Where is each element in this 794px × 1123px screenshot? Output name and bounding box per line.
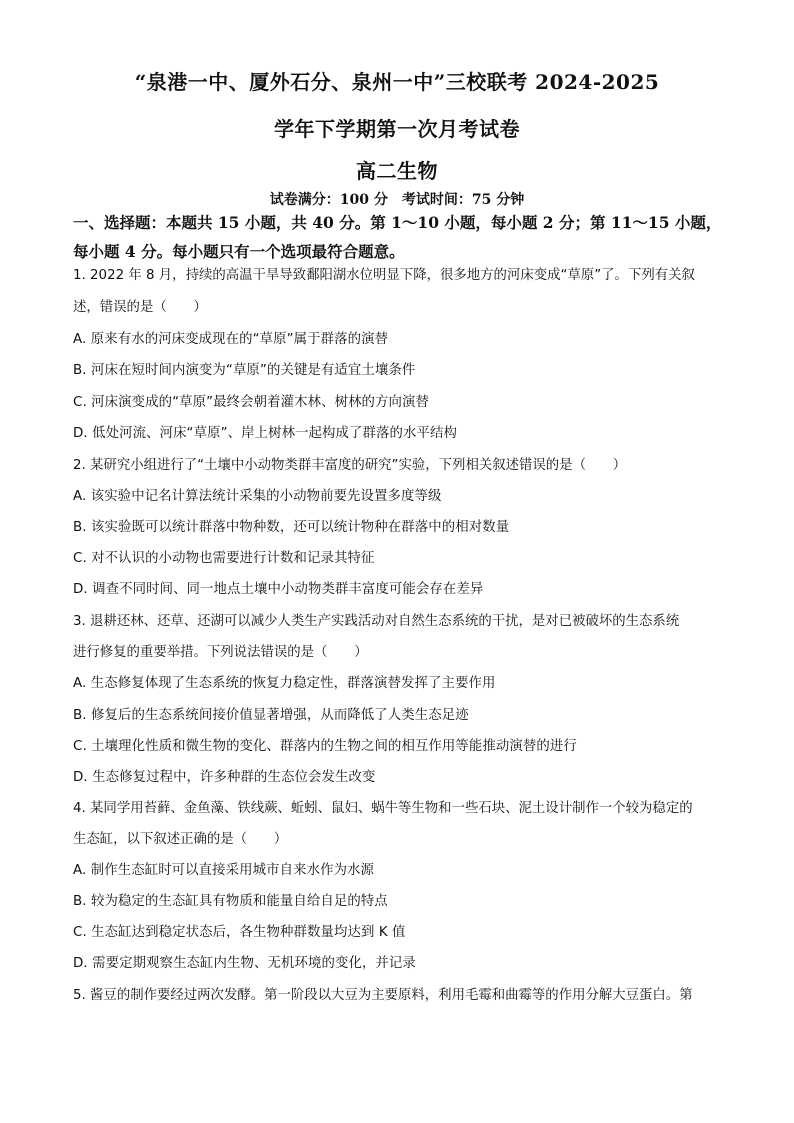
q3-option-d: D. 生态修复过程中，许多种群的生态位会发生改变 <box>73 770 376 785</box>
q3-option-c: C. 土壤理化性质和微生物的变化、群落内的生物之间的相互作用等能推动演替的进行 <box>73 739 577 754</box>
q1-stem-line-2: 述，错误的是（ ） <box>73 300 207 315</box>
q3-option-b: B. 修复后的生态系统间接价值显著增强，从而降低了人类生态足迹 <box>73 708 469 723</box>
q1-option-c: C. 河床演变成的“草原”最终会朝着灌木林、树林的方向演替 <box>73 395 430 410</box>
q3-option-a: A. 生态修复体现了生态系统的恢复力稳定性，群落演替发挥了主要作用 <box>73 676 496 691</box>
q2-option-c: C. 对不认识的小动物也需要进行计数和记录其特征 <box>73 551 375 566</box>
q4-option-c: C. 生态缸达到稳定状态后，各生物种群数量均达到 K 值 <box>73 925 406 940</box>
q4-option-a: A. 制作生态缸时可以直接采用城市自来水作为水源 <box>73 863 375 878</box>
q1-option-a: A. 原来有水的河床变成现在的“草原”属于群落的演替 <box>73 332 389 347</box>
q4-stem-line-1: 4. 某同学用苔藓、金鱼藻、铁线蕨、蚯蚓、鼠妇、蜗牛等生物和一些石块、泥土设计制作一个较为稳定的 <box>73 801 693 816</box>
q2-option-d: D. 调查不同时间、同一地点土壤中小动物类群丰富度可能会存在差异 <box>73 582 484 597</box>
q2-option-b: B. 该实验既可以统计群落中物种数，还可以统计物种在群落中的相对数量 <box>73 520 510 535</box>
q4-option-d: D. 需要定期观察生态缸内生物、无机环境的变化，并记录 <box>73 956 416 971</box>
q2-stem-line-1: 2. 某研究小组进行了“土壤中小动物类群丰富度的研究”实验，下列相关叙述错误的是（ ） <box>73 458 627 473</box>
q4-stem-line-2: 生态缸，以下叙述正确的是（ ） <box>73 832 288 847</box>
q5-stem-line-1: 5. 酱豆的制作要经过两次发酵。第一阶段以大豆为主要原料，利用毛霉和曲霉等的作用分解大豆蛋白。第 <box>73 988 693 1003</box>
q4-option-b: B. 较为稳定的生态缸具有物质和能量自给自足的特点 <box>73 894 388 909</box>
q1-option-d: D. 低处河流、河床“草原”、岸上树林一起构成了群落的水平结构 <box>73 426 457 441</box>
q3-stem-line-2: 进行修复的重要举措。下列说法错误的是（ ） <box>73 645 368 660</box>
subject-title: 高二生物 <box>356 159 438 183</box>
exam-title-line-1: “泉港一中、厦外石分、泉州一中”三校联考 2024-2025 <box>134 70 660 94</box>
section-instructions: 一、选择题：本题共 15 小题，共 40 分。第 1～10 小题，每小题 2 分；第 11～15 小题，每小题 4 分。每小题只有一个选项最符合题意。 <box>73 213 722 261</box>
exam-meta: 试卷满分：100 分 考试时间：75 分钟 <box>269 192 525 208</box>
q1-option-b: B. 河床在短时间内演变为“草原”的关键是有适宜土壤条件 <box>73 363 416 378</box>
q2-option-a: A. 该实验中记名计算法统计采集的小动物前要先设置多度等级 <box>73 489 442 504</box>
q1-stem-line-1: 1. 2022 年 8 月，持续的高温干旱导致鄱阳湖水位明显下降，很多地方的河床变成“草原”了。下列有关叙 <box>73 268 695 283</box>
q3-stem-line-1: 3. 退耕还林、还草、还湖可以减少人类生产实践活动对自然生态系统的干扰，是对已被破坏的生态系统 <box>73 614 680 629</box>
exam-title-line-2: 学年下学期第一次月考试卷 <box>274 117 520 141</box>
